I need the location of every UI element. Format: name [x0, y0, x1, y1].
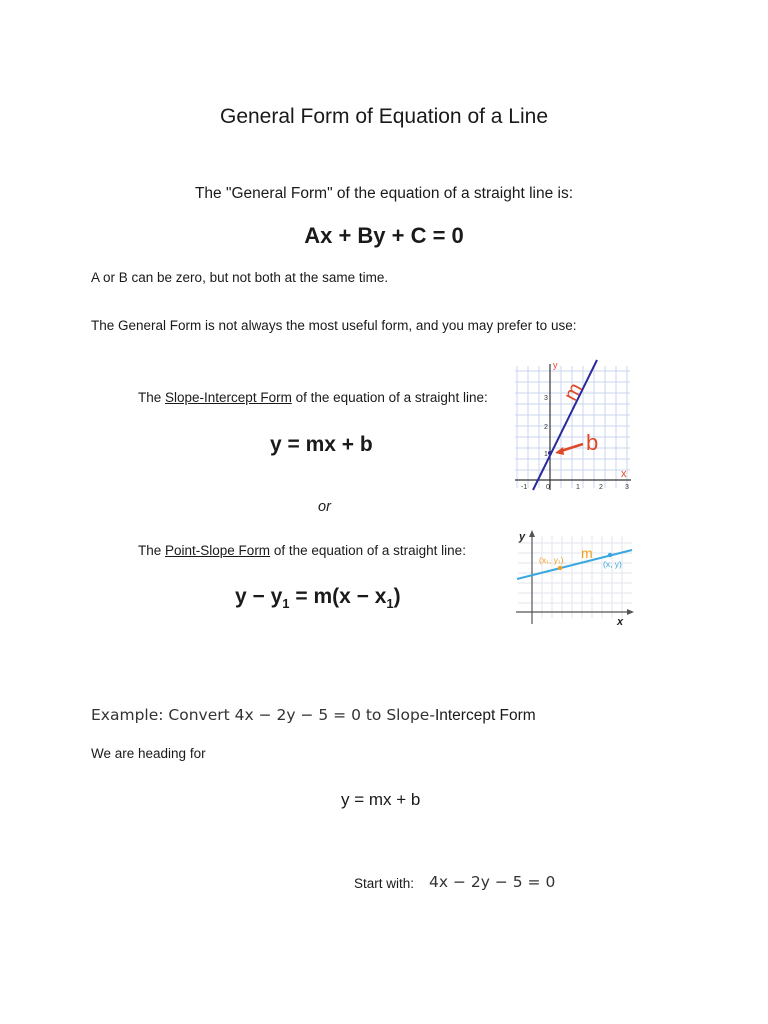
point-slope-link[interactable]: Point-Slope Form — [165, 543, 271, 558]
ps-eq-sub2: 1 — [386, 596, 394, 612]
note-useful: The General Form is not always the most useful form, and you may prefer to use: — [91, 318, 577, 333]
y-tick-2: 2 — [544, 424, 548, 431]
slope-intercept-graph — [515, 358, 633, 493]
ps-slope-label: m — [581, 545, 593, 561]
ps-eq-part1: y − y — [235, 585, 283, 608]
x-tick-1: 1 — [576, 484, 580, 491]
note-zero: A or B can be zero, but not both at the same time. — [91, 270, 389, 285]
page-title: General Form of Equation of a Line — [219, 105, 549, 128]
si-prefix: The — [138, 390, 166, 405]
y-axis-label: y — [553, 360, 558, 370]
y-tick-1: 1 — [544, 451, 548, 458]
y-tick-3: 3 — [544, 395, 548, 402]
ps-point1-label: (x₁, y₁) — [539, 555, 564, 565]
target-equation: y = mx + b — [341, 790, 421, 809]
ps-point1 — [558, 566, 562, 570]
ps-x-axis-label: x — [617, 616, 624, 628]
start-with-label: Start with: — [354, 876, 415, 891]
slope-intercept-sentence — [138, 390, 488, 405]
ps-eq-part2: = m(x − x — [289, 585, 387, 608]
point-slope-equation — [235, 585, 401, 611]
slope-intercept-link[interactable]: Slope-Intercept Form — [165, 390, 292, 405]
si-suffix: of the equation of a straight line: — [291, 390, 488, 405]
ps-graph-grid — [518, 536, 632, 618]
ps-x-arrowhead — [627, 609, 634, 615]
start-equation: 4x − 2y − 5 = 0 — [429, 873, 556, 891]
slope-intercept-equation: y = mx + b — [270, 433, 373, 456]
heading-for-text: We are heading for — [91, 746, 206, 761]
example-prefix: Example: Convert 4x − 2y − 5 = 0 to Slope- — [91, 706, 435, 724]
ps-point2-label: (x, y) — [603, 559, 622, 569]
ps-eq-part3: ) — [393, 585, 401, 608]
ps-eq-sub1: 1 — [282, 596, 290, 612]
ps-prefix: The — [138, 543, 166, 558]
or-separator: or — [318, 499, 331, 515]
point-slope-sentence — [138, 543, 466, 558]
x-tick-0: 0 — [546, 484, 550, 491]
ps-suffix: of the equation of a straight line: — [270, 543, 466, 558]
x-axis-label: x — [621, 468, 627, 480]
x-tick-3: 3 — [625, 484, 629, 491]
ps-y-axis-label: y — [519, 531, 526, 543]
intro-text: The "General Form" of the equation of a straight line is: — [194, 185, 574, 202]
x-tick-2: 2 — [599, 484, 603, 491]
example-suffix: Intercept Form — [434, 707, 536, 724]
general-form-equation: Ax + By + C = 0 — [304, 223, 464, 248]
point-slope-graph — [514, 528, 636, 628]
intercept-label: b — [586, 430, 599, 455]
intercept-point — [548, 451, 552, 455]
ps-y-arrowhead — [529, 530, 535, 537]
example-heading — [91, 706, 536, 725]
x-tick-neg1: -1 — [521, 484, 528, 491]
ps-point2 — [608, 553, 612, 557]
slope-label: m — [559, 379, 587, 405]
